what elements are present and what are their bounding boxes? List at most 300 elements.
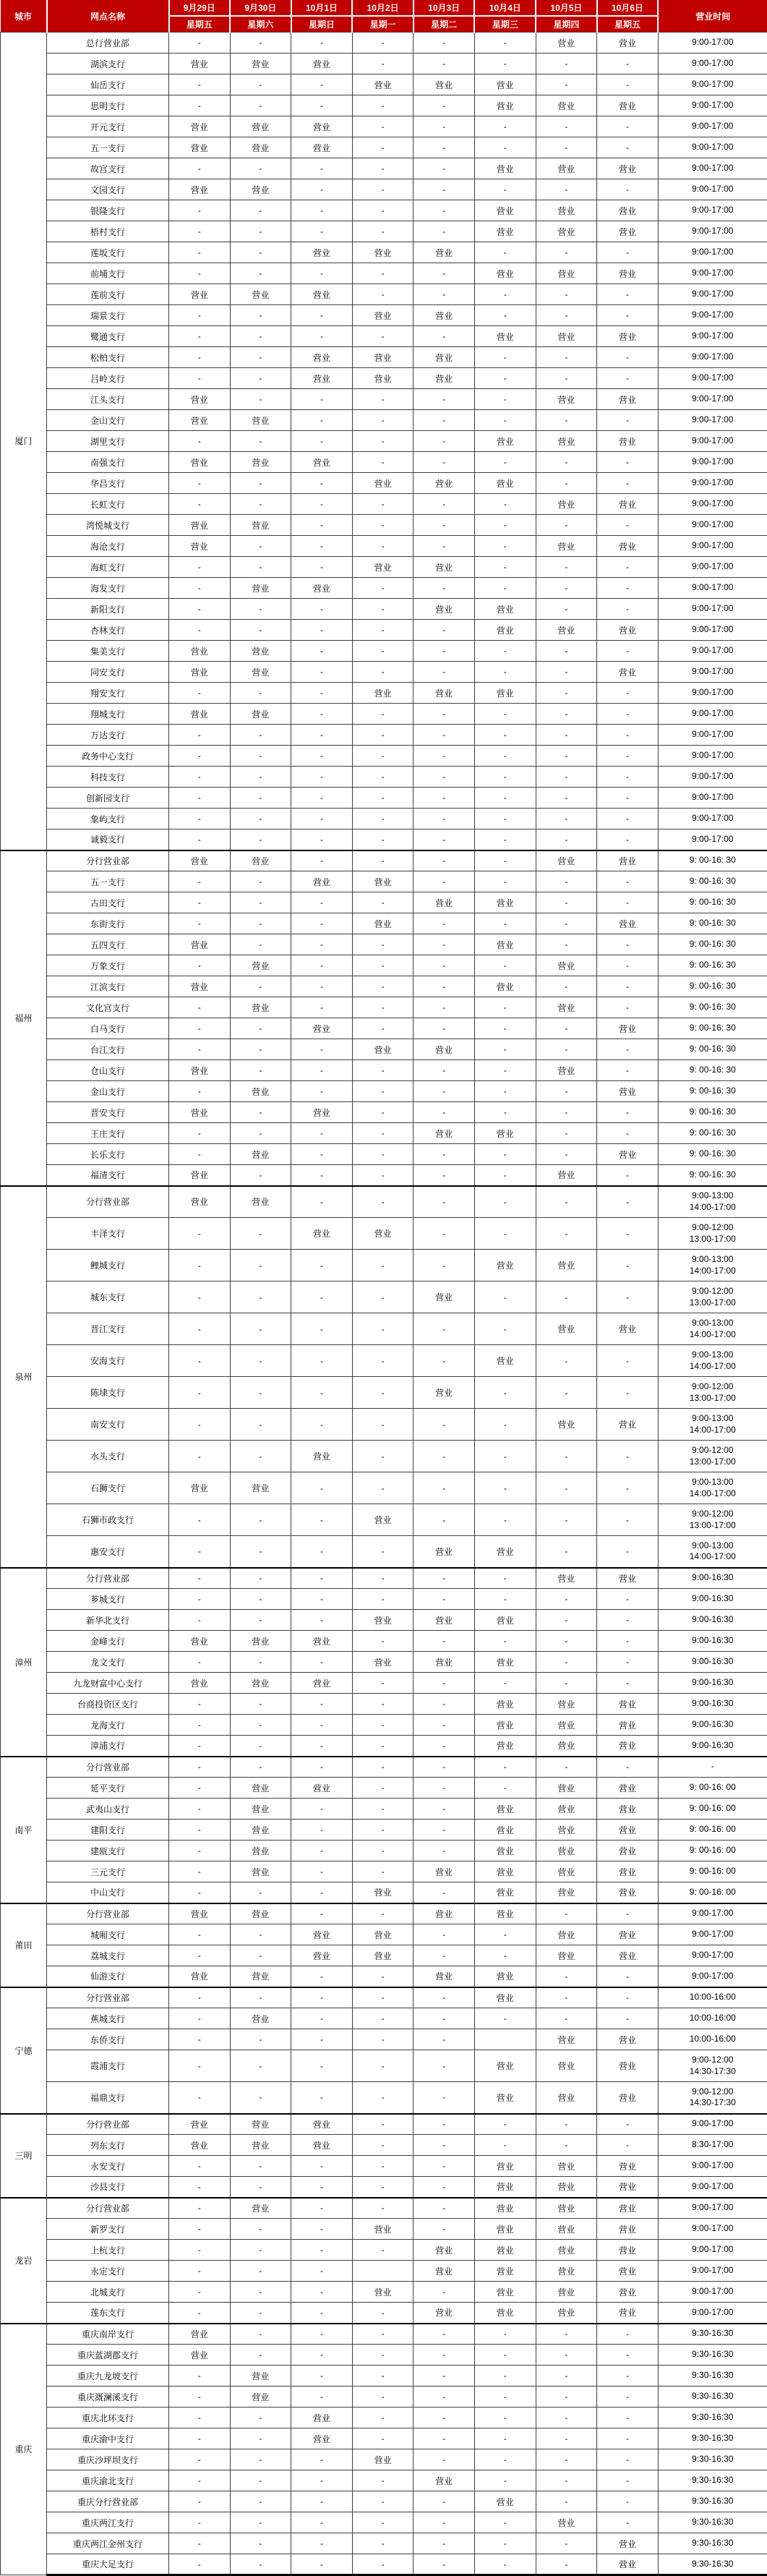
- day-status: -: [291, 2345, 353, 2366]
- business-hours: 9:00-17:00: [658, 809, 767, 829]
- day-status: 营业: [536, 2512, 597, 2533]
- day-status: -: [352, 1987, 414, 2008]
- day-status: -: [536, 515, 597, 536]
- day-status: -: [474, 1568, 536, 1589]
- day-status: 营业: [414, 557, 475, 578]
- table-row: [1, 2177, 767, 2198]
- day-status: -: [597, 1123, 659, 1144]
- day-status: 营业: [169, 179, 231, 200]
- day-status: 营业: [474, 1882, 536, 1903]
- day-status: 营业: [230, 704, 291, 725]
- day-status: -: [597, 54, 659, 74]
- day-status: -: [291, 1903, 353, 1924]
- day-status: -: [536, 2345, 597, 2366]
- business-hours: 9:00-17:00: [658, 725, 767, 746]
- day-status: -: [230, 1715, 291, 1736]
- day-status: 营业: [414, 1281, 475, 1313]
- day-status: 营业: [536, 95, 597, 116]
- branch-name: 长乐支行: [47, 1144, 169, 1165]
- day-status: -: [597, 1250, 659, 1281]
- day-status: -: [352, 599, 414, 620]
- day-status: -: [291, 2491, 353, 2512]
- table-row: [1, 1568, 767, 1589]
- day-status: -: [352, 2177, 414, 2198]
- table-row: [1, 1841, 767, 1861]
- table-row: [1, 326, 767, 347]
- day-status: 营业: [597, 2303, 659, 2324]
- business-hours: 9:00-17:00: [658, 536, 767, 557]
- business-hours: 9:00-17:00: [658, 116, 767, 137]
- branch-name: 城东支行: [47, 1281, 169, 1313]
- day-status: 营业: [536, 2303, 597, 2324]
- day-status: -: [597, 1186, 659, 1218]
- day-status: 营业: [536, 2219, 597, 2240]
- day-status: -: [474, 389, 536, 410]
- day-status: -: [352, 2240, 414, 2261]
- day-status: -: [414, 179, 475, 200]
- day-status: -: [352, 829, 414, 850]
- day-status: -: [536, 74, 597, 95]
- day-status: -: [169, 494, 231, 515]
- day-status: -: [414, 137, 475, 158]
- day-status: -: [414, 2407, 475, 2428]
- day-status: -: [352, 179, 414, 200]
- day-status: -: [536, 1589, 597, 1610]
- day-status: -: [536, 2324, 597, 2345]
- table-row: [1, 494, 767, 515]
- day-status: -: [536, 1102, 597, 1123]
- table-row: [1, 515, 767, 536]
- day-status: -: [169, 1123, 231, 1144]
- day-status: 营业: [169, 389, 231, 410]
- day-status: -: [291, 95, 353, 116]
- business-hours: 9: 00-16: 00: [658, 1841, 767, 1861]
- day-status: 营业: [474, 1820, 536, 1841]
- day-status: 营业: [291, 1102, 353, 1123]
- table-row: [1, 2240, 767, 2261]
- day-status: -: [169, 1924, 231, 1945]
- day-status: -: [536, 578, 597, 599]
- day-status: -: [291, 641, 353, 662]
- day-status: -: [352, 452, 414, 473]
- branch-name: 霞浦支行: [47, 2050, 169, 2082]
- day-status: -: [474, 829, 536, 850]
- day-status: 营业: [597, 1694, 659, 1715]
- day-status: -: [474, 1060, 536, 1081]
- table-row: [1, 1736, 767, 1757]
- day-status: -: [414, 2449, 475, 2470]
- business-hours: 9:00-17:00: [658, 200, 767, 221]
- table-row: [1, 536, 767, 557]
- branch-name: 金山支行: [47, 1081, 169, 1102]
- day-status: 营业: [536, 1736, 597, 1757]
- day-status: -: [597, 347, 659, 368]
- day-status: 营业: [352, 74, 414, 95]
- business-hours: 9:00-17:00: [658, 54, 767, 74]
- day-status: -: [414, 1924, 475, 1945]
- table-row: [1, 1165, 767, 1186]
- business-hours: 9:00-16:30: [658, 1715, 767, 1736]
- day-status: -: [291, 1694, 353, 1715]
- table-row: [1, 1472, 767, 1504]
- day-status: -: [414, 2082, 475, 2114]
- day-status: -: [352, 1799, 414, 1820]
- business-hours: 9:00-17:00: [658, 221, 767, 242]
- city-label: 重庆: [1, 2324, 47, 2575]
- day-status: -: [352, 2156, 414, 2177]
- day-status: 营业: [291, 1924, 353, 1945]
- branch-name: 长虹支行: [47, 494, 169, 515]
- day-status: 营业: [474, 1345, 536, 1377]
- day-status: -: [291, 179, 353, 200]
- branch-name: 分行营业部: [47, 1568, 169, 1589]
- day-status: -: [291, 746, 353, 767]
- day-status: 营业: [536, 326, 597, 347]
- table-row: [1, 1903, 767, 1924]
- day-status: 营业: [230, 137, 291, 158]
- day-status: -: [414, 1060, 475, 1081]
- day-status: -: [414, 829, 475, 850]
- city-label: 泉州: [1, 1186, 47, 1568]
- day-status: -: [230, 1377, 291, 1409]
- day-status: 营业: [597, 1945, 659, 1966]
- day-status: -: [536, 347, 597, 368]
- day-status: -: [291, 1186, 353, 1218]
- day-status: -: [169, 1694, 231, 1715]
- day-status: -: [230, 2240, 291, 2261]
- branch-name: 王庄支行: [47, 1123, 169, 1144]
- day-status: -: [474, 2428, 536, 2449]
- branch-name: 南强支行: [47, 452, 169, 473]
- day-status: -: [291, 976, 353, 997]
- day-status: -: [352, 263, 414, 284]
- business-hours: 9:00-17:00: [658, 1945, 767, 1966]
- table-row: [1, 955, 767, 976]
- day-status: -: [230, 326, 291, 347]
- day-status: -: [352, 284, 414, 305]
- day-status: -: [169, 1409, 231, 1441]
- day-status: -: [169, 2512, 231, 2533]
- day-status: -: [414, 1144, 475, 1165]
- day-status: -: [474, 578, 536, 599]
- day-status: -: [474, 1631, 536, 1652]
- day-status: -: [414, 2345, 475, 2366]
- day-status: -: [352, 389, 414, 410]
- day-status: -: [352, 158, 414, 179]
- branch-name: 重庆渝北支行: [47, 2470, 169, 2491]
- day-status: 营业: [291, 578, 353, 599]
- day-status: -: [291, 1757, 353, 1778]
- business-hours: 9:00-17:00: [658, 599, 767, 620]
- day-status: -: [536, 242, 597, 263]
- table-row: [1, 767, 767, 788]
- day-status: -: [291, 809, 353, 829]
- day-status: -: [414, 1504, 475, 1536]
- day-status: -: [414, 1589, 475, 1610]
- business-hours: 9:00-13:00 14:00-17:00: [658, 1536, 767, 1568]
- business-hours: 9:00-16:30: [658, 1631, 767, 1652]
- day-status: 营业: [536, 997, 597, 1018]
- day-status: -: [414, 1441, 475, 1472]
- day-status: -: [352, 788, 414, 809]
- day-status: -: [597, 955, 659, 976]
- branch-name: 荔城支行: [47, 1945, 169, 1966]
- day-status: -: [291, 1736, 353, 1757]
- day-status: -: [352, 2114, 414, 2135]
- business-hours: 9:00-17:00: [658, 2177, 767, 2198]
- day-status: -: [169, 326, 231, 347]
- header-branch-name: 网点名称: [47, 0, 169, 33]
- day-status: -: [230, 892, 291, 913]
- day-status: 营业: [536, 1778, 597, 1799]
- day-status: 营业: [597, 1820, 659, 1841]
- day-status: 营业: [597, 2029, 659, 2050]
- business-hours: 9: 00-16: 30: [658, 1165, 767, 1186]
- branch-name: 台商投资区支行: [47, 1694, 169, 1715]
- branch-name: 银隆支行: [47, 200, 169, 221]
- day-status: -: [230, 33, 291, 54]
- table-row: [1, 871, 767, 892]
- day-status: 营业: [597, 1018, 659, 1039]
- day-status: 营业: [414, 368, 475, 389]
- branch-name: 江头支行: [47, 389, 169, 410]
- day-status: -: [536, 662, 597, 683]
- table-row: [1, 1250, 767, 1281]
- header-business-hours: 营业时间: [658, 0, 767, 33]
- day-status: 营业: [230, 1472, 291, 1504]
- day-status: 营业: [597, 389, 659, 410]
- day-status: -: [352, 515, 414, 536]
- day-status: 营业: [291, 1631, 353, 1652]
- day-status: 营业: [230, 2008, 291, 2029]
- day-status: -: [230, 1589, 291, 1610]
- day-status: -: [474, 305, 536, 326]
- day-status: -: [414, 54, 475, 74]
- day-status: 营业: [536, 1924, 597, 1945]
- day-status: -: [474, 2324, 536, 2345]
- day-status: -: [291, 1250, 353, 1281]
- business-hours: 9:00-17:00: [658, 326, 767, 347]
- day-status: 营业: [597, 2533, 659, 2554]
- branch-name: 上杭支行: [47, 2240, 169, 2261]
- day-status: -: [352, 1966, 414, 1987]
- day-status: -: [536, 452, 597, 473]
- header-date-5: 10月3日: [414, 0, 475, 16]
- day-status: -: [597, 2366, 659, 2387]
- day-status: -: [414, 2282, 475, 2303]
- day-status: -: [474, 913, 536, 934]
- header-weekday-5: 星期二: [414, 16, 475, 33]
- day-status: -: [474, 1673, 536, 1694]
- day-status: -: [597, 641, 659, 662]
- day-status: -: [597, 1102, 659, 1123]
- day-status: -: [291, 850, 353, 871]
- day-status: -: [414, 1736, 475, 1757]
- day-status: -: [597, 1218, 659, 1250]
- branch-name: 龙海支行: [47, 1715, 169, 1736]
- business-hours: 9:00-13:00 14:00-17:00: [658, 1345, 767, 1377]
- day-status: -: [474, 1924, 536, 1945]
- business-hours: 9:00-13:00 14:00-17:00: [658, 1472, 767, 1504]
- day-status: -: [291, 2050, 353, 2082]
- day-status: -: [352, 1144, 414, 1165]
- day-status: -: [169, 1081, 231, 1102]
- day-status: -: [597, 2008, 659, 2029]
- branch-name: 石狮市政支行: [47, 1504, 169, 1536]
- day-status: -: [414, 2114, 475, 2135]
- branch-name: 海虹支行: [47, 557, 169, 578]
- table-row: [1, 1409, 767, 1441]
- day-status: -: [597, 704, 659, 725]
- day-status: 营业: [597, 33, 659, 54]
- day-status: -: [536, 1610, 597, 1631]
- branch-name: 莲坂支行: [47, 242, 169, 263]
- day-status: -: [414, 2219, 475, 2240]
- business-hours: 9:00-16:30: [658, 1673, 767, 1694]
- day-status: -: [352, 1409, 414, 1441]
- day-status: -: [352, 1673, 414, 1694]
- day-status: -: [169, 599, 231, 620]
- day-status: 营业: [230, 1799, 291, 1820]
- day-status: -: [474, 368, 536, 389]
- day-status: -: [352, 1694, 414, 1715]
- day-status: 营业: [230, 2366, 291, 2387]
- day-status: 营业: [230, 1778, 291, 1799]
- day-status: 营业: [230, 955, 291, 976]
- day-status: -: [474, 2407, 536, 2428]
- day-status: -: [597, 368, 659, 389]
- day-status: -: [230, 1345, 291, 1377]
- day-status: -: [474, 1281, 536, 1313]
- day-status: 营业: [597, 1924, 659, 1945]
- day-status: -: [352, 95, 414, 116]
- day-status: -: [474, 33, 536, 54]
- day-status: -: [414, 536, 475, 557]
- day-status: -: [536, 725, 597, 746]
- day-status: -: [230, 494, 291, 515]
- day-status: -: [414, 1081, 475, 1102]
- day-status: -: [414, 1165, 475, 1186]
- day-status: -: [597, 410, 659, 431]
- day-status: -: [352, 2491, 414, 2512]
- day-status: -: [169, 2428, 231, 2449]
- day-status: -: [414, 1820, 475, 1841]
- day-status: 营业: [230, 284, 291, 305]
- day-status: -: [169, 1345, 231, 1377]
- day-status: -: [291, 410, 353, 431]
- branch-name: 漳浦支行: [47, 1736, 169, 1757]
- header-date-4: 10月2日: [352, 0, 414, 16]
- day-status: -: [536, 1039, 597, 1060]
- table-row: [1, 913, 767, 934]
- business-hours: 9: 00-16: 00: [658, 1820, 767, 1841]
- day-status: -: [414, 2008, 475, 2029]
- day-status: -: [352, 1589, 414, 1610]
- day-status: 营业: [536, 158, 597, 179]
- day-status: -: [230, 2554, 291, 2575]
- day-status: 营业: [536, 2198, 597, 2219]
- branch-name: 仙游支行: [47, 1966, 169, 1987]
- day-status: -: [474, 557, 536, 578]
- day-status: 营业: [474, 2082, 536, 2114]
- day-status: -: [474, 850, 536, 871]
- day-status: -: [597, 1060, 659, 1081]
- day-status: 营业: [414, 2470, 475, 2491]
- day-status: -: [352, 200, 414, 221]
- day-status: 营业: [474, 1799, 536, 1820]
- day-status: -: [414, 1218, 475, 1250]
- day-status: 营业: [597, 1568, 659, 1589]
- day-status: -: [352, 1631, 414, 1652]
- day-status: 营业: [169, 54, 231, 74]
- day-status: -: [230, 2428, 291, 2449]
- business-hours: 9:00-12:00 13:00-17:00: [658, 1218, 767, 1250]
- day-status: -: [414, 2428, 475, 2449]
- table-row: [1, 431, 767, 452]
- day-status: -: [597, 515, 659, 536]
- day-status: -: [414, 1715, 475, 1736]
- day-status: 营业: [474, 473, 536, 494]
- table-row: [1, 2156, 767, 2177]
- day-status: -: [597, 2114, 659, 2135]
- day-status: -: [536, 976, 597, 997]
- day-status: -: [414, 1673, 475, 1694]
- table-row: [1, 1081, 767, 1102]
- day-status: -: [291, 1409, 353, 1441]
- day-status: -: [474, 2114, 536, 2135]
- business-hours: 9:00-16:30: [658, 1610, 767, 1631]
- day-status: -: [169, 1536, 231, 1568]
- day-status: -: [536, 2554, 597, 2575]
- branch-name: 科技支行: [47, 767, 169, 788]
- day-status: -: [536, 1903, 597, 1924]
- day-status: 营业: [291, 1441, 353, 1472]
- branch-name: 梧村支行: [47, 221, 169, 242]
- day-status: -: [169, 263, 231, 284]
- day-status: 营业: [169, 1631, 231, 1652]
- day-status: 营业: [414, 599, 475, 620]
- day-status: 营业: [474, 934, 536, 955]
- day-status: 营业: [414, 1903, 475, 1924]
- day-status: -: [414, 662, 475, 683]
- branch-name: 福鼎支行: [47, 2082, 169, 2114]
- day-status: -: [291, 1610, 353, 1631]
- day-status: 营业: [230, 1186, 291, 1218]
- day-status: -: [414, 1778, 475, 1799]
- business-hours: 9:00-17:00: [658, 347, 767, 368]
- day-status: -: [169, 1736, 231, 1757]
- branch-name: 瑞景支行: [47, 305, 169, 326]
- day-status: -: [230, 2449, 291, 2470]
- business-hours: 9:00-17:00: [658, 767, 767, 788]
- day-status: -: [169, 1778, 231, 1799]
- branch-name: 开元支行: [47, 116, 169, 137]
- table-row: [1, 2345, 767, 2366]
- branch-name: 建阳支行: [47, 1820, 169, 1841]
- day-status: -: [230, 2156, 291, 2177]
- day-status: 营业: [230, 452, 291, 473]
- day-status: -: [474, 452, 536, 473]
- day-status: 营业: [536, 1568, 597, 1589]
- business-hours: 9:00-12:00 13:00-17:00: [658, 1377, 767, 1409]
- day-status: -: [474, 137, 536, 158]
- branch-name: 沙县支行: [47, 2177, 169, 2198]
- business-hours: 9:00-12:00 13:00-17:00: [658, 1441, 767, 1472]
- day-status: -: [536, 179, 597, 200]
- day-status: -: [536, 913, 597, 934]
- day-status: -: [291, 725, 353, 746]
- table-row: [1, 1102, 767, 1123]
